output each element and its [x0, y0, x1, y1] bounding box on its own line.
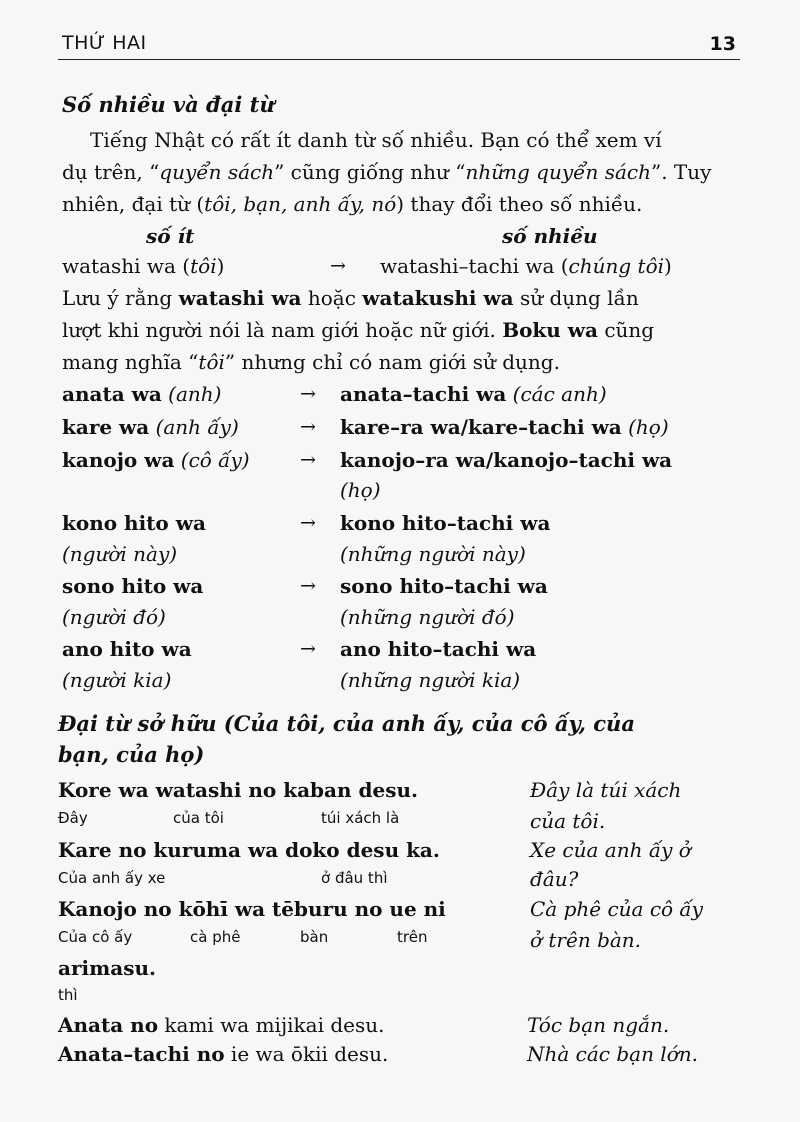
example-sentence: Anata no kami wa mijikai desu. [58, 1013, 385, 1037]
running-header-title: THỨ HAI [62, 32, 147, 54]
example-sentence: Kare no kuruma wa doko desu ka. [58, 838, 440, 862]
header-rule [58, 59, 740, 60]
pair-plural: ano hito–tachi wa [340, 637, 537, 661]
pair-plural-meaning: (những người kia) [340, 668, 521, 692]
pair-plural-meaning: (những người này) [340, 542, 526, 566]
word-gloss: bàn [300, 928, 329, 946]
pair-singular: anata wa (anh) [62, 382, 222, 406]
word-gloss: ở đâu thì [321, 869, 388, 887]
column-header-plural: số nhiều [502, 224, 598, 248]
possessive-section-heading-line-2: bạn, của họ) [58, 742, 205, 767]
usage-note-line-1: Lưu ý rằng watashi wa hoặc watakushi wa sử dụng lần [62, 286, 639, 310]
plural-paragraph-line-2: dụ trên, “quyển sách” cũng giống như “những quyển sách”. Tuy [62, 160, 712, 184]
arrow-icon: → [330, 255, 346, 277]
arrow-icon: → [300, 512, 316, 534]
plural-paragraph-line-3: nhiên, đại từ (tôi, bạn, anh ấy, nó) thay đổi theo số nhiều. [62, 192, 643, 216]
arrow-icon: → [300, 416, 316, 438]
pair-singular: ano hito wa [62, 637, 192, 661]
example-sentence: Kore wa watashi no kaban desu. [58, 778, 418, 802]
arrow-icon: → [300, 383, 316, 405]
pair-plural: anata–tachi wa (các anh) [340, 382, 607, 406]
pair-singular-meaning: (người đó) [62, 605, 166, 629]
usage-note-line-3: mang nghĩa “tôi” nhưng chỉ có nam giới sử dụng. [62, 350, 560, 374]
arrow-icon: → [300, 638, 316, 660]
word-gloss: Đây [58, 809, 88, 827]
word-gloss: thì [58, 986, 78, 1004]
pair-plural-meaning: (những người đó) [340, 605, 515, 629]
pair-singular: kare wa (anh ấy) [62, 415, 239, 439]
usage-note-line-2: lượt khi người nói là nam giới hoặc nữ giới. Boku wa cũng [62, 318, 655, 342]
possessive-section-heading-line-1: Đại từ sở hữu (Của tôi, của anh ấy, của cô ấy, của [58, 711, 635, 736]
example-translation-line-2: đâu? [530, 867, 579, 891]
watashi-plural: watashi–tachi wa (chúng tôi) [380, 254, 672, 278]
example-translation-line-1: Cà phê của cô ấy [530, 897, 703, 921]
pair-singular: kono hito wa [62, 511, 206, 535]
column-header-singular: số ít [146, 224, 195, 248]
word-gloss: trên [397, 928, 428, 946]
example-translation: Tóc bạn ngắn. [527, 1013, 670, 1037]
pair-plural: kanojo–ra wa/kanojo–tachi wa [340, 448, 673, 472]
example-translation: Nhà các bạn lớn. [527, 1042, 698, 1066]
example-translation-line-1: Đây là túi xách [530, 778, 682, 802]
plural-section-heading: Số nhiều và đại từ [62, 92, 275, 117]
word-gloss: túi xách là [321, 809, 400, 827]
pair-plural: kono hito–tachi wa [340, 511, 551, 535]
word-gloss: của tôi [173, 809, 224, 827]
pair-plural-meaning: (họ) [340, 478, 381, 502]
pair-singular: kanojo wa (cô ấy) [62, 448, 250, 472]
example-translation-line-2: của tôi. [530, 809, 606, 833]
example-sentence: Anata–tachi no ie wa ōkii desu. [58, 1042, 389, 1066]
example-sentence: Kanojo no kōhī wa tēburu no ue ni [58, 897, 446, 921]
pair-singular-meaning: (người này) [62, 542, 178, 566]
plural-paragraph-line-1: Tiếng Nhật có rất ít danh từ số nhiều. Bạn có thể xem ví [90, 128, 662, 152]
pair-plural: sono hito–tachi wa [340, 574, 548, 598]
pair-plural: kare–ra wa/kare–tachi wa (họ) [340, 415, 669, 439]
pair-singular-meaning: (người kia) [62, 668, 172, 692]
word-gloss: Của anh ấy xe [58, 869, 166, 887]
word-gloss: Của cô ấy [58, 928, 133, 946]
arrow-icon: → [300, 449, 316, 471]
watashi-singular: watashi wa (tôi) [62, 254, 225, 278]
example-translation-line-2: ở trên bàn. [530, 928, 642, 952]
arrow-icon: → [300, 575, 316, 597]
word-gloss: cà phê [190, 928, 241, 946]
pair-singular: sono hito wa [62, 574, 204, 598]
example-sentence-continuation: arimasu. [58, 956, 156, 980]
page-number: 13 [709, 33, 736, 55]
example-translation-line-1: Xe của anh ấy ở [530, 838, 691, 862]
